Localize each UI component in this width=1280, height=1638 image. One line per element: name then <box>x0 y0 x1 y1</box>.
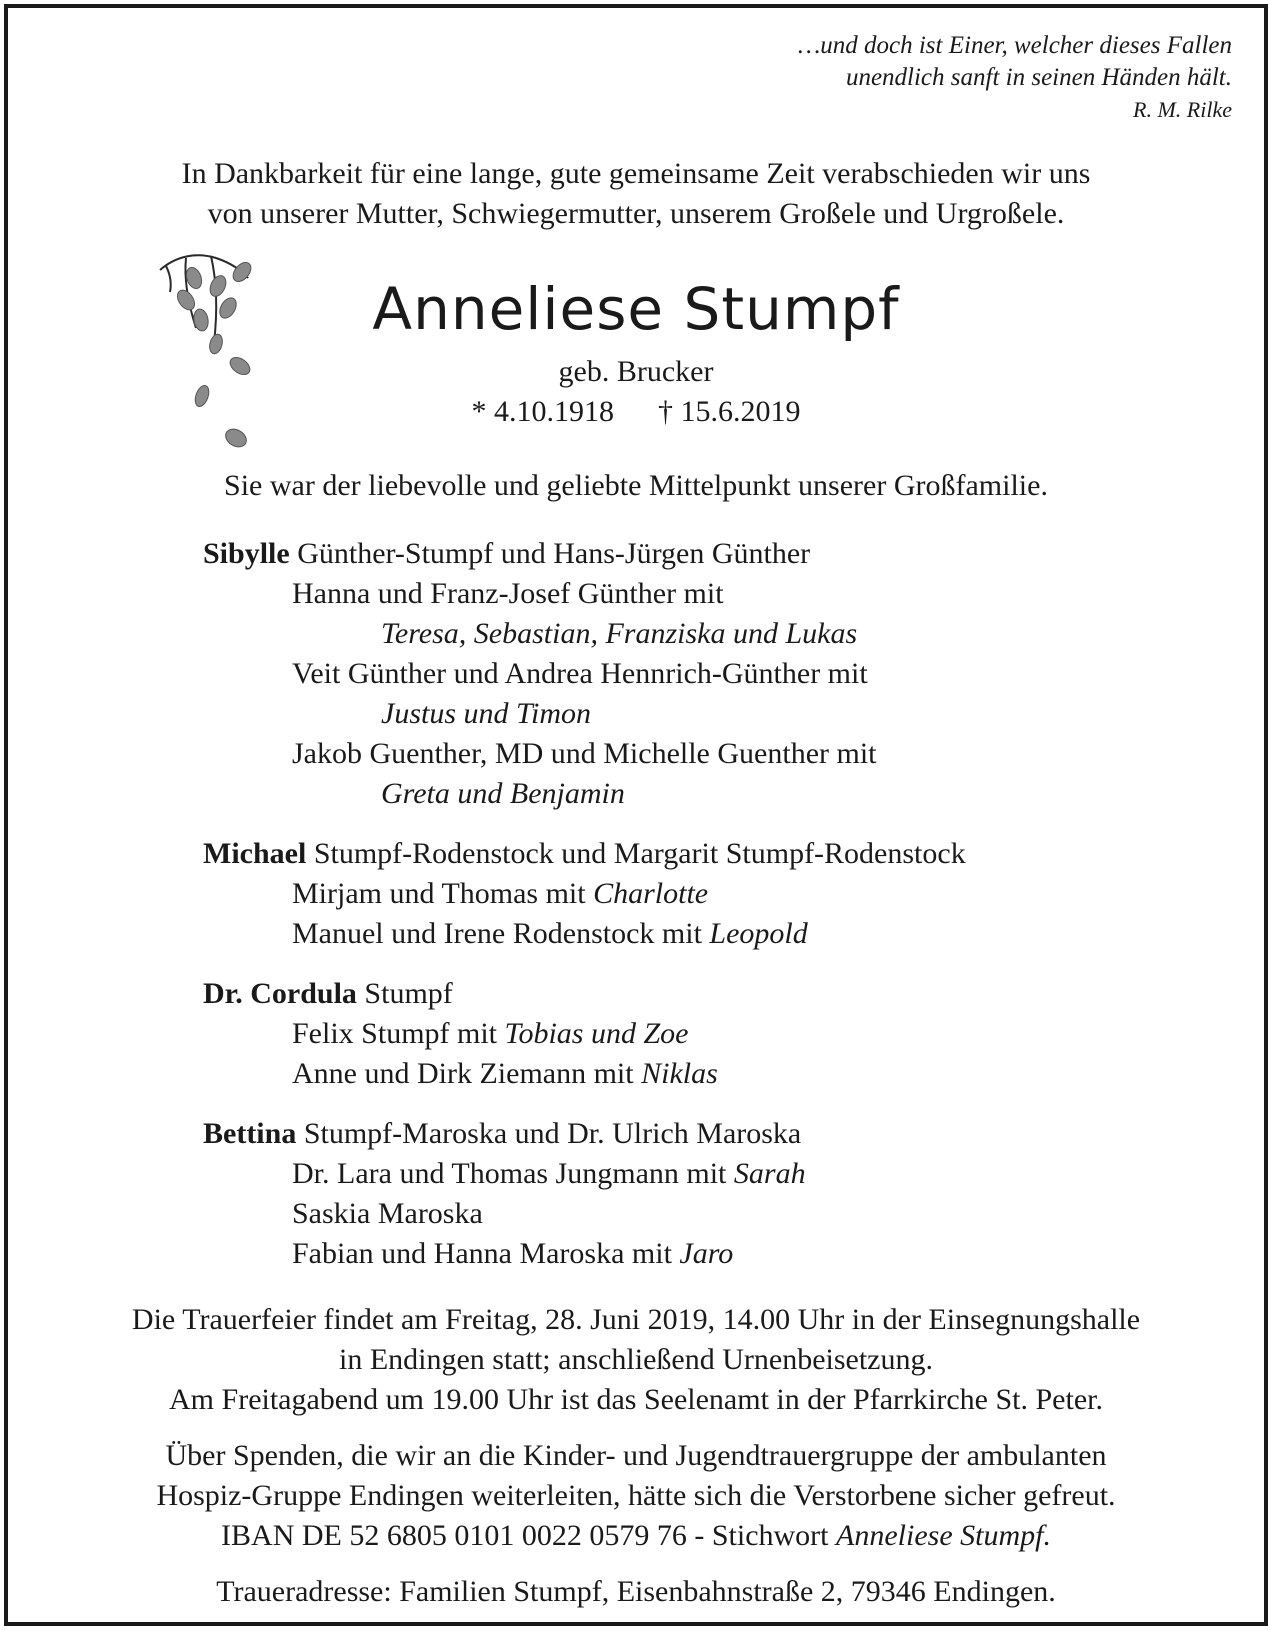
family-3-row-2-text: Anne und Dirk Ziemann mit <box>292 1057 642 1090</box>
family-4-row-3-text: Fabian und Hanna Maroska mit <box>292 1237 680 1270</box>
family-4-rest: Stumpf-Maroska und Dr. Ulrich Maroska <box>296 1117 802 1150</box>
service-line-1: Die Trauerfeier findet am Freitag, 28. Juni 2019, 14.00 Uhr in der Einsegnungshalle <box>131 1303 1141 1336</box>
mourning-address: Traueradresse: Familien Stumpf, Eisenbahnstraße 2, 79346 Endingen. <box>216 1575 1056 1608</box>
family-3-name: Dr. Cordula <box>203 977 357 1010</box>
family-4-row-3 <box>292 1234 733 1274</box>
family-2-head <box>203 834 966 874</box>
family-2-row-2 <box>292 914 808 954</box>
life-dates <box>8 392 1264 432</box>
rilke-quote <box>798 30 1232 126</box>
family-2-row-1-child: Charlotte <box>593 877 709 910</box>
family-1-head <box>203 534 810 574</box>
donation-line-2: Hospiz-Gruppe Endingen weiterleiten, hätte sich die Verstorbene sicher gefreut. <box>156 1479 1116 1512</box>
family-1-row-4: Justus und Timon <box>381 697 592 730</box>
quote-author: R. M. Rilke <box>1133 97 1232 122</box>
family-3-row-2 <box>292 1054 718 1094</box>
family-4-row-1-text: Dr. Lara und Thomas Jungmann mit <box>292 1157 734 1190</box>
donation-keyword: Anneliese Stumpf. <box>836 1519 1051 1552</box>
tribute-line: Sie war der liebevolle und geliebte Mittelpunkt unserer Großfamilie. <box>224 469 1048 502</box>
family-1-row-3: Veit Günther und Andrea Hennrich-Günther mit <box>292 657 868 690</box>
deceased-name: Anneliese Stumpf <box>372 275 900 343</box>
family-3-rest: Stumpf <box>356 977 453 1010</box>
family-2-name: Michael <box>203 837 307 870</box>
family-1-row-2: Teresa, Sebastian, Franziska und Lukas <box>381 617 858 650</box>
donation-line-3 <box>8 1516 1264 1556</box>
birth-date: * 4.10.1918 <box>471 395 614 428</box>
obituary-notice <box>4 4 1268 1626</box>
intro-line-1: In Dankbarkeit für eine lange, gute gemeinsame Zeit verabschieden wir uns <box>181 157 1091 190</box>
family-1-name: Sibylle <box>203 537 290 570</box>
donation-line-1: Über Spenden, die wir an die Kinder- und Jugendtrauergruppe der ambulanten <box>165 1439 1107 1472</box>
family-2-row-1 <box>292 874 708 914</box>
family-2-row-2-child: Leopold <box>709 917 808 950</box>
family-4-row-1 <box>292 1154 806 1194</box>
quote-line-1: …und doch ist Einer, welcher dieses Fallen <box>798 32 1232 59</box>
family-3-row-1-text: Felix Stumpf mit <box>292 1017 505 1050</box>
quote-line-2: unendlich sanft in seinen Händen hält. <box>845 64 1232 91</box>
family-3-row-1 <box>292 1014 688 1054</box>
family-3-row-1-child: Tobias und Zoe <box>504 1017 689 1050</box>
family-3-row-2-child: Niklas <box>641 1057 718 1090</box>
family-1-row-6: Greta und Benjamin <box>381 777 625 810</box>
maiden-name: geb. Brucker <box>558 355 714 388</box>
family-4-name: Bettina <box>203 1117 297 1150</box>
death-date: † 15.6.2019 <box>658 395 801 428</box>
family-4-head <box>203 1114 801 1154</box>
family-4-row-1-child: Sarah <box>733 1157 806 1190</box>
family-1-row-5: Jakob Guenther, MD und Michelle Guenther mit <box>292 737 877 770</box>
family-1-row-1: Hanna und Franz-Josef Günther mit <box>292 577 724 610</box>
service-line-3: Am Freitagabend um 19.00 Uhr ist das Seelenamt in der Pfarrkirche St. Peter. <box>169 1383 1103 1416</box>
family-3-head <box>203 974 453 1014</box>
intro-line-2: von unserer Mutter, Schwiegermutter, unserem Großele und Urgroßele. <box>207 197 1065 230</box>
family-1-rest: Günther-Stumpf und Hans-Jürgen Günther <box>289 537 811 570</box>
iban-text: IBAN DE 52 6805 0101 0022 0579 76 - Stichwort <box>221 1519 837 1552</box>
family-2-row-1-text: Mirjam und Thomas mit <box>292 877 594 910</box>
family-4-row-3-child: Jaro <box>679 1237 734 1270</box>
family-2-row-2-text: Manuel und Irene Rodenstock mit <box>292 917 710 950</box>
family-4-row-2: Saskia Maroska <box>292 1197 483 1230</box>
service-line-2: in Endingen statt; anschließend Urnenbeisetzung. <box>338 1343 933 1376</box>
family-2-rest: Stumpf-Rodenstock und Margarit Stumpf-Rodenstock <box>306 837 966 870</box>
